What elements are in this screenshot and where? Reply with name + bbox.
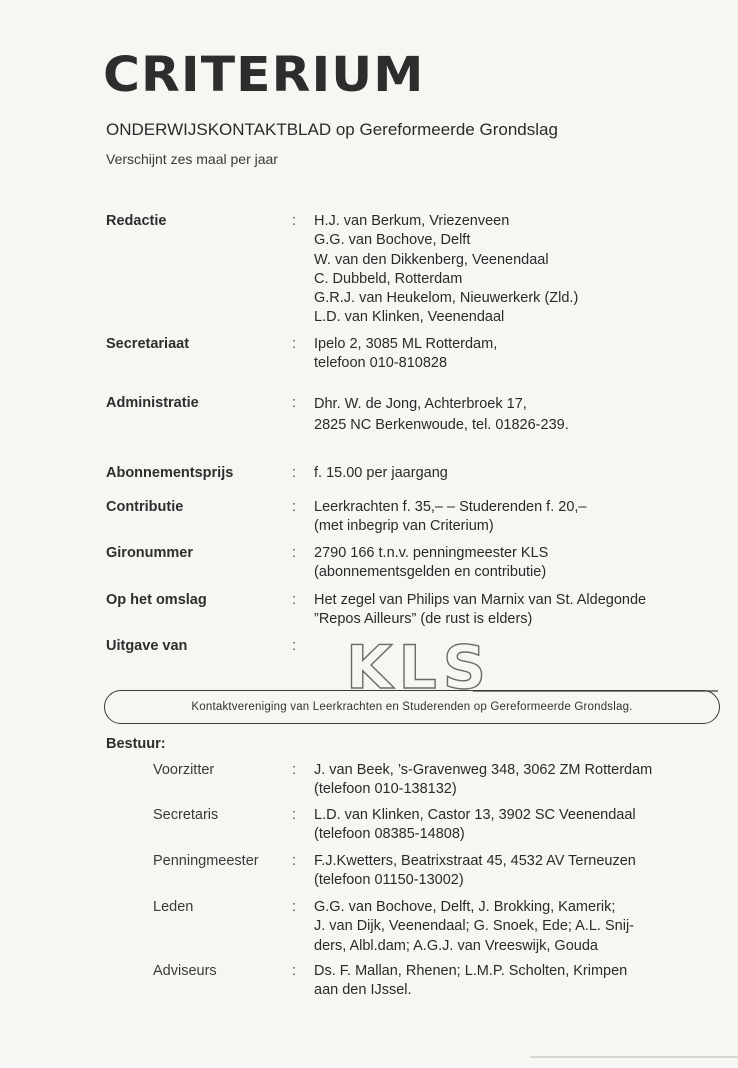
secretariaat-line: Ipelo 2, 3085 ML Rotterdam, bbox=[314, 336, 498, 352]
redactie-line: G.R.J. van Heukelom, Nieuwerkerk (Zld.) bbox=[314, 290, 579, 307]
leden-line: J. van Dijk, Veenendaal; G. Snoek, Ede; A.L. Snij- bbox=[314, 918, 634, 935]
redactie-line: L.D. van Klinken, Veenendaal bbox=[314, 309, 505, 326]
colon: : bbox=[292, 336, 297, 352]
penningmeester-line: (telefoon 01150-13002) bbox=[314, 872, 464, 889]
contributie-line: Leerkrachten f. 35,– – Studerenden f. 20,– bbox=[314, 499, 587, 515]
redactie-line: H.J. van Berkum, Vriezenveen bbox=[314, 213, 510, 229]
kls-logo-text: KLS bbox=[346, 636, 492, 698]
redactie-line: C. Dubbeld, Rotterdam bbox=[314, 270, 463, 287]
colon: : bbox=[292, 963, 297, 979]
administratie-line: 2825 NC Berkenwoude, tel. 01826-239. bbox=[314, 417, 569, 433]
value-voorzitter bbox=[314, 761, 652, 800]
colon: : bbox=[292, 545, 297, 561]
label-redactie: Redactie bbox=[106, 213, 167, 229]
value-penningmeester bbox=[314, 852, 636, 891]
tagline: Verschijnt zes maal per jaar bbox=[106, 151, 278, 167]
value-op-het-omslag bbox=[314, 591, 646, 630]
gironummer-line: 2790 166 t.n.v. penningmeester KLS bbox=[314, 545, 549, 561]
colon: : bbox=[292, 853, 297, 869]
label-op-het-omslag: Op het omslag bbox=[106, 592, 207, 608]
colon: : bbox=[292, 807, 297, 823]
adviseurs-line: Ds. F. Mallan, Rhenen; L.M.P. Scholten, Krimpen bbox=[314, 963, 628, 979]
role-adviseurs: Adviseurs bbox=[153, 963, 217, 979]
voorzitter-line: J. van Beek, ’s-Gravenweg 348, 3062 ZM Rotterdam bbox=[314, 762, 653, 778]
kls-logo bbox=[318, 636, 718, 698]
role-voorzitter: Voorzitter bbox=[153, 762, 215, 778]
secretariaat-line: telefoon 010-810828 bbox=[314, 355, 448, 372]
colon: : bbox=[292, 592, 297, 608]
label-abonnementsprijs: Abonnementsprijs bbox=[106, 465, 234, 481]
abonnementsprijs-line: f. 15.00 per jaargang bbox=[314, 465, 448, 481]
masthead-title: CRITERIUM bbox=[103, 47, 425, 103]
role-secretaris: Secretaris bbox=[153, 807, 219, 823]
page-edge-shadow bbox=[530, 1056, 738, 1058]
colon: : bbox=[292, 899, 297, 915]
leden-line: G.G. van Bochove, Delft, J. Brokking, Kamerik; bbox=[314, 899, 616, 915]
penningmeester-line: F.J.Kwetters, Beatrixstraat 45, 4532 AV Terneuzen bbox=[314, 853, 636, 869]
value-adviseurs bbox=[314, 962, 627, 1001]
administratie-line: Dhr. W. de Jong, Achterbroek 17, bbox=[314, 396, 527, 412]
colon: : bbox=[292, 213, 297, 229]
colon: : bbox=[292, 638, 297, 654]
omslag-line: Het zegel van Philips van Marnix van St. Aldegonde bbox=[314, 592, 647, 608]
label-secretariaat: Secretariaat bbox=[106, 336, 190, 352]
secretaris-line: (telefoon 08385-14808) bbox=[314, 826, 465, 843]
label-uitgave-van: Uitgave van bbox=[106, 638, 188, 654]
value-secretariaat bbox=[314, 335, 497, 374]
value-contributie bbox=[314, 498, 586, 537]
value-leden bbox=[314, 898, 634, 956]
redactie-line: W. van den Dikkenberg, Veenendaal bbox=[314, 251, 549, 268]
adviseurs-line: aan den IJssel. bbox=[314, 982, 412, 999]
value-secretaris bbox=[314, 806, 636, 845]
colon: : bbox=[292, 499, 297, 515]
value-gironummer bbox=[314, 544, 548, 583]
value-administratie bbox=[314, 394, 569, 436]
redactie-line: G.G. van Bochove, Delft bbox=[314, 232, 471, 249]
role-penningmeester: Penningmeester bbox=[153, 853, 259, 869]
colon: : bbox=[292, 395, 297, 411]
label-gironummer: Gironummer bbox=[106, 545, 194, 561]
colon: : bbox=[292, 465, 297, 481]
organization-name: Kontaktvereniging van Leerkrachten en Studerenden op Gereformeerde Grondslag. bbox=[191, 701, 633, 713]
contributie-line: (met inbegrip van Criterium) bbox=[314, 518, 494, 535]
subtitle: ONDERWIJSKONTAKTBLAD op Gereformeerde Grondslag bbox=[106, 120, 558, 139]
gironummer-line: (abonnementsgelden en contributie) bbox=[314, 564, 547, 581]
value-abonnementsprijs bbox=[314, 464, 448, 483]
board-heading: Bestuur: bbox=[106, 736, 166, 752]
omslag-line: ”Repos Ailleurs” (de rust is elders) bbox=[314, 611, 533, 628]
secretaris-line: L.D. van Klinken, Castor 13, 3902 SC Veenendaal bbox=[314, 807, 636, 823]
voorzitter-line: (telefoon 010-138132) bbox=[314, 781, 457, 798]
leden-line: ders, Albl.dam; A.G.J. van Vreeswijk, Gouda bbox=[314, 937, 598, 954]
value-redactie bbox=[314, 212, 578, 328]
role-leden: Leden bbox=[153, 899, 194, 915]
label-administratie: Administratie bbox=[106, 395, 199, 411]
colon: : bbox=[292, 762, 297, 778]
label-contributie: Contributie bbox=[106, 499, 184, 515]
